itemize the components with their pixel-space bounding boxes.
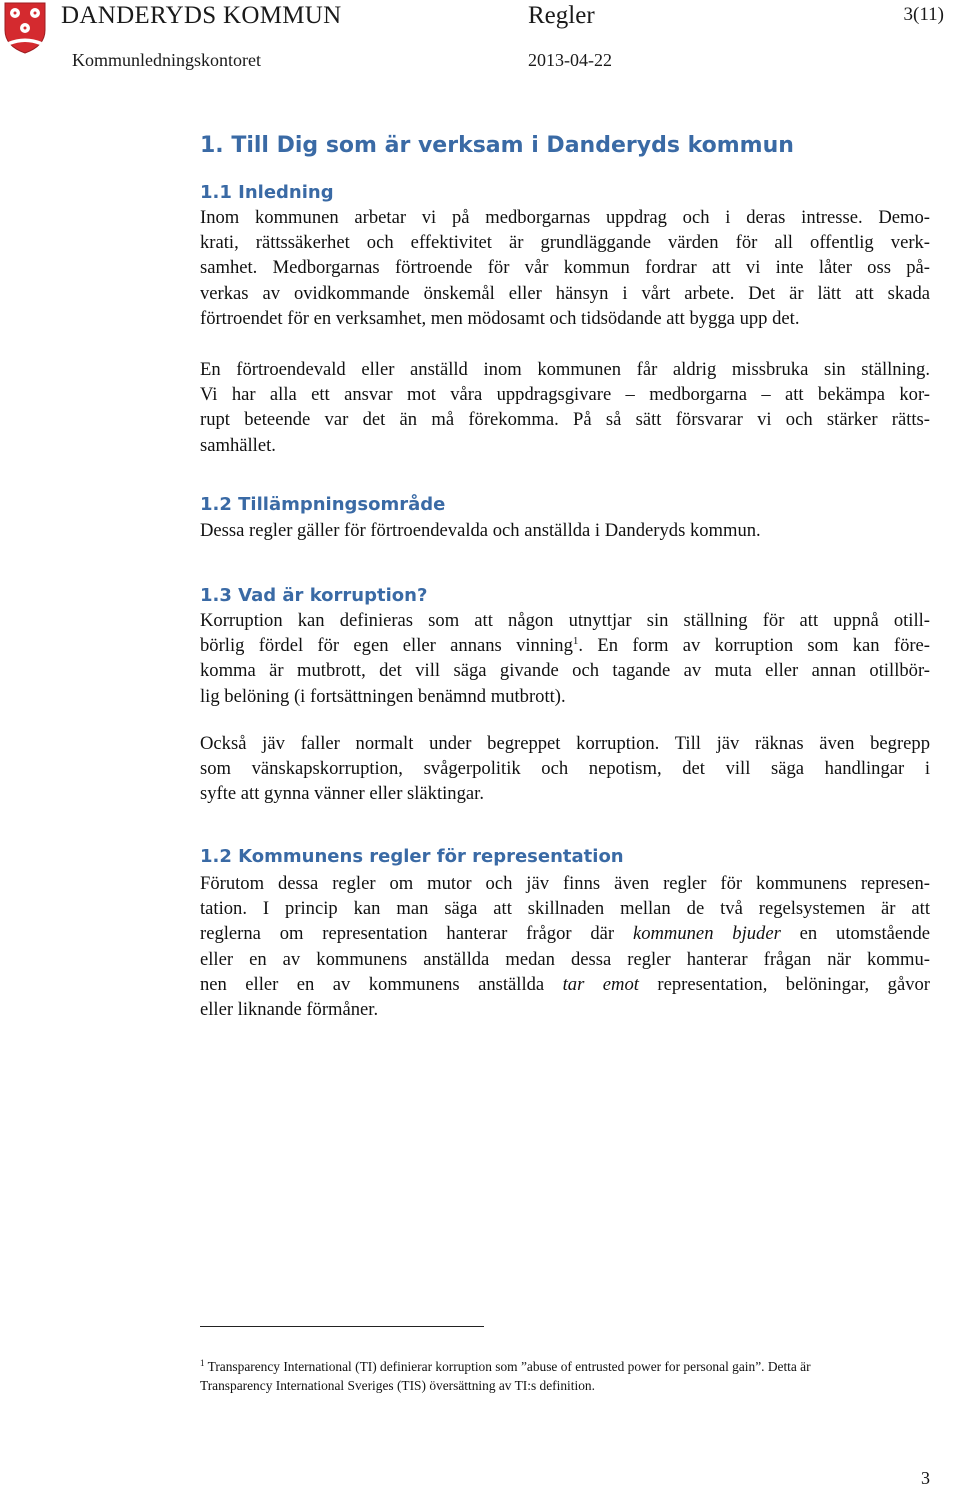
text-line: komma är mutbrott, det vill säga givande och tagande av muta eller annan otillbör- bbox=[200, 660, 930, 682]
section-representation-title: 1.2 Kommunens regler för representation bbox=[200, 846, 624, 867]
text-line: förtroendet för en verksamhet, men mödosamt och tidsödande att bygga upp det. bbox=[200, 307, 800, 329]
paragraph-jav bbox=[200, 731, 930, 807]
text-line bbox=[200, 921, 930, 946]
text-line: Korruption kan definieras som att någon utnyttjar sin ställning för att uppnå otill- bbox=[200, 610, 930, 631]
section-1-3-title: 1.3 Vad är korruption? bbox=[200, 585, 428, 606]
text-line: eller liknande förmåner. bbox=[200, 999, 379, 1021]
text-line: krati, rättssäkerhet och effektivitet är grundläggande värden för all offentlig verk- bbox=[200, 232, 930, 254]
text-span: en utomstående bbox=[780, 923, 931, 945]
page-number: 3 bbox=[921, 1468, 930, 1488]
text-line: syfte att gynna vänner eller släktingar. bbox=[200, 783, 484, 805]
text-line: Förutom dessa regler om mutor och jäv finns även regler för kommunens represen- bbox=[200, 873, 930, 894]
paragraph-corruption-definition bbox=[200, 608, 930, 709]
text-line: tation. I princip kan man säga att skillnaden mellan de två regelsystemen är att bbox=[200, 898, 930, 920]
paragraph-representation bbox=[200, 871, 930, 1022]
paragraph-responsibility bbox=[200, 357, 930, 458]
text-line bbox=[200, 633, 930, 658]
text-line: samhället. bbox=[200, 434, 276, 456]
header-page-of: 3(11) bbox=[903, 4, 944, 25]
text-span: reglerna om representation hanterar frågor där bbox=[200, 923, 633, 945]
section-1-title: 1. Till Dig som är verksam i Danderyds kommun bbox=[200, 133, 794, 158]
section-1-1-title: 1.1 Inledning bbox=[200, 182, 334, 203]
text-span: representation, belöningar, gåvor bbox=[638, 973, 930, 995]
text-line: rupt beteende var det än må förekomma. På så sätt försvarar vi och stärker rätts- bbox=[200, 409, 930, 431]
text-line: eller en av kommunens anställda medan dessa regler hanterar frågan när kommu- bbox=[200, 948, 930, 970]
text-span: Transparency International (TI) definierar korruption som ”abuse of entrusted power for personal gain”. Detta är bbox=[204, 1359, 811, 1374]
text-line bbox=[200, 972, 930, 997]
footnote-reference: 1 bbox=[572, 635, 579, 648]
text-line: Också jäv faller normalt under begreppet korruption. Till jäv räknas även begrepp bbox=[200, 733, 930, 754]
paragraph-scope bbox=[200, 518, 930, 543]
footnote bbox=[200, 1357, 930, 1395]
footnote-line: Transparency International Sveriges (TIS) översättning av TI:s definition. bbox=[200, 1378, 595, 1393]
text-span: börlig fördel för egen eller annans vinning bbox=[200, 635, 573, 657]
footnote-line bbox=[200, 1357, 930, 1376]
footnote-marker: 1 bbox=[200, 1358, 205, 1368]
text-span: . En form av korruption som kan före- bbox=[578, 635, 930, 657]
header-date: 2013-04-22 bbox=[528, 50, 612, 70]
section-1-2-title: 1.2 Tillämpningsområde bbox=[200, 494, 446, 515]
text-line: verkas av ovidkommande önskemål eller hänsyn i vårt arbete. Det är lätt att skada bbox=[200, 282, 930, 304]
paragraph-intro bbox=[200, 205, 930, 331]
municipal-shield-logo bbox=[4, 2, 46, 54]
header-office: Kommunledningskontoret bbox=[72, 50, 261, 70]
text-span: nen eller en av kommunens anställda bbox=[200, 973, 563, 995]
emphasis-text: tar emot bbox=[562, 973, 639, 995]
text-line: lig belöning (i fortsättningen benämnd mutbrott). bbox=[200, 685, 566, 707]
text-line: samhet. Medborgarnas förtroende för vår kommun fordrar att vi inte låter oss på- bbox=[200, 257, 930, 279]
footnote-divider bbox=[200, 1326, 484, 1327]
emphasis-text: kommunen bjuder bbox=[632, 923, 781, 945]
text-line: Inom kommunen arbetar vi på medborgarnas uppdrag och i deras intresse. Demo- bbox=[200, 207, 930, 228]
text-line: Vi har alla ett ansvar mot våra uppdragsgivare – medborgarna – att bekämpa kor- bbox=[200, 384, 930, 406]
header-organization: DANDERYDS KOMMUN bbox=[61, 2, 342, 29]
text-line: Dessa regler gäller för förtroendevalda och anställda i Danderyds kommun. bbox=[200, 520, 761, 541]
text-line: En förtroendevald eller anställd inom kommunen får aldrig missbruka sin ställning. bbox=[200, 359, 930, 380]
header-document-type: Regler bbox=[528, 2, 595, 29]
text-line: som vänskapskorruption, svågerpolitik och nepotism, det vill säga handlingar i bbox=[200, 758, 930, 780]
